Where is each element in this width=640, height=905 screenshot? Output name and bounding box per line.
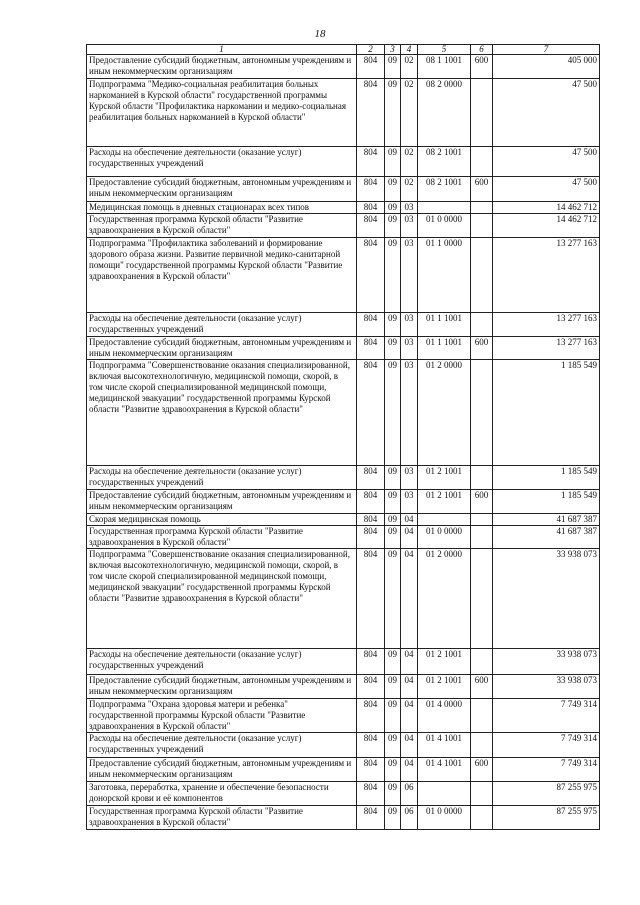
table-row xyxy=(87,147,600,177)
row-name-cell: Государственная программа Курской области "Развитие здравоохранения в Курской области" xyxy=(87,806,357,830)
expense-type-cell: 600 xyxy=(471,675,493,699)
subsection-code-cell: 04 xyxy=(401,758,418,782)
expense-type-cell: 600 xyxy=(471,490,493,514)
grbs-code-cell: 804 xyxy=(357,55,385,79)
section-code-cell: 09 xyxy=(385,526,401,549)
subsection-code-cell: 06 xyxy=(401,806,418,830)
table-row xyxy=(87,55,600,79)
subsection-code-cell: 03 xyxy=(401,360,418,466)
grbs-code-cell: 804 xyxy=(357,549,385,649)
subsection-code-cell: 03 xyxy=(401,466,418,490)
target-article-cell: 01 2 1001 xyxy=(418,649,471,675)
grbs-code-cell: 804 xyxy=(357,466,385,490)
row-name-cell: Расходы на обеспечение деятельности (оказание услуг) государственных учреждений xyxy=(87,649,357,675)
row-name-cell: Предоставление субсидий бюджетным, автономным учреждениям и иным некоммерческим организациям xyxy=(87,758,357,782)
expense-type-cell xyxy=(471,514,493,526)
subsection-code-cell: 04 xyxy=(401,549,418,649)
row-name-cell: Государственная программа Курской области "Развитие здравоохранения в Курской области" xyxy=(87,526,357,549)
amount-cell: 41 687 387 xyxy=(493,526,600,549)
amount-cell: 47 500 xyxy=(493,79,600,147)
table-row xyxy=(87,214,600,238)
amount-cell: 87 255 975 xyxy=(493,806,600,830)
row-name-cell: Расходы на обеспечение деятельности (оказание услуг) государственных учреждений xyxy=(87,466,357,490)
grbs-code-cell: 804 xyxy=(357,337,385,360)
grbs-code-cell: 804 xyxy=(357,490,385,514)
amount-cell: 87 255 975 xyxy=(493,782,600,806)
section-code-cell: 09 xyxy=(385,806,401,830)
table-row xyxy=(87,758,600,782)
target-article-cell: 01 2 0000 xyxy=(418,549,471,649)
row-name-cell: Предоставление субсидий бюджетным, автономным учреждениям и иным некоммерческим организациям xyxy=(87,337,357,360)
row-name-cell: Медицинская помощь в дневных стационарах всех типов xyxy=(87,202,357,214)
amount-cell: 47 500 xyxy=(493,177,600,202)
subsection-code-cell: 04 xyxy=(401,733,418,758)
table-row xyxy=(87,177,600,202)
row-name-cell: Расходы на обеспечение деятельности (оказание услуг) государственных учреждений xyxy=(87,733,357,758)
subsection-code-cell: 03 xyxy=(401,238,418,313)
subsection-code-cell: 06 xyxy=(401,782,418,806)
table-row xyxy=(87,490,600,514)
target-article-cell: 01 4 1001 xyxy=(418,758,471,782)
grbs-code-cell: 804 xyxy=(357,313,385,337)
row-name-cell: Подпрограмма "Совершенствование оказания специализированной, включая высокотехнологичную, медицинской помощи, скорой, в том числе скорой специализированной медицинской помощи, медицинской эвакуации" государственной программы Курской области "Развитие здравоохранения в Курской области" xyxy=(87,360,357,466)
table-row xyxy=(87,337,600,360)
section-code-cell: 09 xyxy=(385,466,401,490)
target-article-cell: 01 2 0000 xyxy=(418,360,471,466)
table-row xyxy=(87,806,600,830)
subsection-code-cell: 03 xyxy=(401,337,418,360)
section-code-cell: 09 xyxy=(385,202,401,214)
amount-cell: 7 749 314 xyxy=(493,733,600,758)
row-name-cell: Государственная программа Курской области "Развитие здравоохранения в Курской области" xyxy=(87,214,357,238)
amount-cell: 13 277 163 xyxy=(493,337,600,360)
grbs-code-cell: 804 xyxy=(357,649,385,675)
row-name-cell: Подпрограмма "Медико-социальная реабилитация больных наркоманией в Курской области" государственной программы Курской области "Профилактика наркомании и медико-социальная реабилитация больных наркоманией в Курской области" xyxy=(87,79,357,147)
amount-cell: 47 500 xyxy=(493,147,600,177)
budget-table xyxy=(86,44,600,830)
row-name-cell: Расходы на обеспечение деятельности (оказание услуг) государственных учреждений xyxy=(87,147,357,177)
table-row xyxy=(87,549,600,649)
column-header: 2 xyxy=(357,45,385,55)
section-code-cell: 09 xyxy=(385,758,401,782)
row-name-cell: Подпрограмма "Профилактика заболеваний и формирование здорового образа жизни. Развитие первичной медико-санитарной помощи" государственной программы Курской области "Развитие здравоохранения в Курской области" xyxy=(87,238,357,313)
expense-type-cell xyxy=(471,313,493,337)
subsection-code-cell: 03 xyxy=(401,313,418,337)
expense-type-cell xyxy=(471,360,493,466)
expense-type-cell xyxy=(471,526,493,549)
grbs-code-cell: 804 xyxy=(357,699,385,733)
section-code-cell: 09 xyxy=(385,147,401,177)
grbs-code-cell: 804 xyxy=(357,526,385,549)
amount-cell: 33 938 073 xyxy=(493,549,600,649)
grbs-code-cell: 804 xyxy=(357,238,385,313)
grbs-code-cell: 804 xyxy=(357,782,385,806)
amount-cell: 1 185 549 xyxy=(493,490,600,514)
section-code-cell: 09 xyxy=(385,337,401,360)
row-name-cell: Предоставление субсидий бюджетным, автономным учреждениям и иным некоммерческим организациям xyxy=(87,490,357,514)
grbs-code-cell: 804 xyxy=(357,79,385,147)
page-number: 18 xyxy=(314,28,326,40)
expense-type-cell xyxy=(471,214,493,238)
grbs-code-cell: 804 xyxy=(357,514,385,526)
target-article-cell: 01 0 0000 xyxy=(418,806,471,830)
column-header: 3 xyxy=(385,45,401,55)
grbs-code-cell: 804 xyxy=(357,733,385,758)
target-article-cell: 08 2 0000 xyxy=(418,79,471,147)
amount-cell: 13 277 163 xyxy=(493,238,600,313)
section-code-cell: 09 xyxy=(385,699,401,733)
section-code-cell: 09 xyxy=(385,360,401,466)
expense-type-cell: 600 xyxy=(471,758,493,782)
expense-type-cell xyxy=(471,549,493,649)
expense-type-cell xyxy=(471,806,493,830)
amount-cell: 1 185 549 xyxy=(493,466,600,490)
subsection-code-cell: 04 xyxy=(401,514,418,526)
section-code-cell: 09 xyxy=(385,79,401,147)
expense-type-cell xyxy=(471,733,493,758)
grbs-code-cell: 804 xyxy=(357,758,385,782)
expense-type-cell: 600 xyxy=(471,55,493,79)
grbs-code-cell: 804 xyxy=(357,675,385,699)
column-header: 1 xyxy=(87,45,357,55)
target-article-cell: 01 4 0000 xyxy=(418,699,471,733)
amount-cell: 7 749 314 xyxy=(493,699,600,733)
row-name-cell: Подпрограмма "Охрана здоровья матери и ребенка" государственной программы Курской области "Развитие здравоохранения в Курской области" xyxy=(87,699,357,733)
section-code-cell: 09 xyxy=(385,214,401,238)
section-code-cell: 09 xyxy=(385,238,401,313)
subsection-code-cell: 04 xyxy=(401,526,418,549)
expense-type-cell xyxy=(471,466,493,490)
table-row xyxy=(87,649,600,675)
column-header: 7 xyxy=(493,45,600,55)
expense-type-cell: 600 xyxy=(471,177,493,202)
row-name-cell: Предоставление субсидий бюджетным, автономным учреждениям и иным некоммерческим организациям xyxy=(87,675,357,699)
amount-cell: 1 185 549 xyxy=(493,360,600,466)
grbs-code-cell: 804 xyxy=(357,177,385,202)
section-code-cell: 09 xyxy=(385,490,401,514)
subsection-code-cell: 02 xyxy=(401,79,418,147)
table-row xyxy=(87,514,600,526)
target-article-cell: 01 2 1001 xyxy=(418,466,471,490)
section-code-cell: 09 xyxy=(385,675,401,699)
grbs-code-cell: 804 xyxy=(357,806,385,830)
target-article-cell: 08 1 1001 xyxy=(418,55,471,79)
section-code-cell: 09 xyxy=(385,549,401,649)
row-name-cell: Скорая медицинская помощь xyxy=(87,514,357,526)
target-article-cell: 01 4 1001 xyxy=(418,733,471,758)
subsection-code-cell: 03 xyxy=(401,202,418,214)
grbs-code-cell: 804 xyxy=(357,147,385,177)
table-row xyxy=(87,699,600,733)
column-header: 6 xyxy=(471,45,493,55)
row-name-cell: Предоставление субсидий бюджетным, автономным учреждениям и иным некоммерческим организациям xyxy=(87,177,357,202)
expense-type-cell xyxy=(471,782,493,806)
target-article-cell xyxy=(418,514,471,526)
amount-cell: 405 000 xyxy=(493,55,600,79)
table-row xyxy=(87,238,600,313)
target-article-cell: 08 2 1001 xyxy=(418,147,471,177)
table-row xyxy=(87,313,600,337)
target-article-cell: 08 2 1001 xyxy=(418,177,471,202)
column-number-row xyxy=(87,45,600,55)
subsection-code-cell: 02 xyxy=(401,55,418,79)
amount-cell: 33 938 073 xyxy=(493,675,600,699)
subsection-code-cell: 04 xyxy=(401,649,418,675)
subsection-code-cell: 04 xyxy=(401,675,418,699)
grbs-code-cell: 804 xyxy=(357,214,385,238)
table-row xyxy=(87,202,600,214)
expense-type-cell xyxy=(471,699,493,733)
subsection-code-cell: 04 xyxy=(401,699,418,733)
section-code-cell: 09 xyxy=(385,514,401,526)
row-name-cell: Заготовка, переработка, хранение и обеспечение безопасности донорской крови и её компонентов xyxy=(87,782,357,806)
table-row xyxy=(87,526,600,549)
table-row xyxy=(87,675,600,699)
amount-cell: 14 462 712 xyxy=(493,202,600,214)
table-row xyxy=(87,360,600,466)
expense-type-cell xyxy=(471,238,493,313)
section-code-cell: 09 xyxy=(385,313,401,337)
section-code-cell: 09 xyxy=(385,649,401,675)
target-article-cell: 01 1 0000 xyxy=(418,238,471,313)
column-header: 5 xyxy=(418,45,471,55)
row-name-cell: Подпрограмма "Совершенствование оказания специализированной, включая высокотехнологичную, медицинской помощи, скорой, в том числе скорой специализированной медицинской помощи, медицинской эвакуации" государственной программы Курской области "Развитие здравоохранения в Курской области" xyxy=(87,549,357,649)
section-code-cell: 09 xyxy=(385,177,401,202)
subsection-code-cell: 03 xyxy=(401,214,418,238)
amount-cell: 33 938 073 xyxy=(493,649,600,675)
table-row xyxy=(87,733,600,758)
amount-cell: 14 462 712 xyxy=(493,214,600,238)
subsection-code-cell: 02 xyxy=(401,177,418,202)
subsection-code-cell: 03 xyxy=(401,490,418,514)
target-article-cell: 01 1 1001 xyxy=(418,313,471,337)
target-article-cell: 01 0 0000 xyxy=(418,526,471,549)
amount-cell: 41 687 387 xyxy=(493,514,600,526)
table-row xyxy=(87,782,600,806)
section-code-cell: 09 xyxy=(385,733,401,758)
expense-type-cell xyxy=(471,79,493,147)
table-row xyxy=(87,466,600,490)
subsection-code-cell: 02 xyxy=(401,147,418,177)
expense-type-cell xyxy=(471,649,493,675)
target-article-cell: 01 2 1001 xyxy=(418,675,471,699)
target-article-cell xyxy=(418,782,471,806)
target-article-cell: 01 1 1001 xyxy=(418,337,471,360)
target-article-cell: 01 0 0000 xyxy=(418,214,471,238)
expense-type-cell xyxy=(471,147,493,177)
table-row xyxy=(87,79,600,147)
row-name-cell: Предоставление субсидий бюджетным, автономным учреждениям и иным некоммерческим организациям xyxy=(87,55,357,79)
amount-cell: 13 277 163 xyxy=(493,313,600,337)
grbs-code-cell: 804 xyxy=(357,360,385,466)
column-header: 4 xyxy=(401,45,418,55)
target-article-cell xyxy=(418,202,471,214)
section-code-cell: 09 xyxy=(385,55,401,79)
grbs-code-cell: 804 xyxy=(357,202,385,214)
expense-type-cell xyxy=(471,202,493,214)
expense-type-cell: 600 xyxy=(471,337,493,360)
amount-cell: 7 749 314 xyxy=(493,758,600,782)
target-article-cell: 01 2 1001 xyxy=(418,490,471,514)
section-code-cell: 09 xyxy=(385,782,401,806)
row-name-cell: Расходы на обеспечение деятельности (оказание услуг) государственных учреждений xyxy=(87,313,357,337)
